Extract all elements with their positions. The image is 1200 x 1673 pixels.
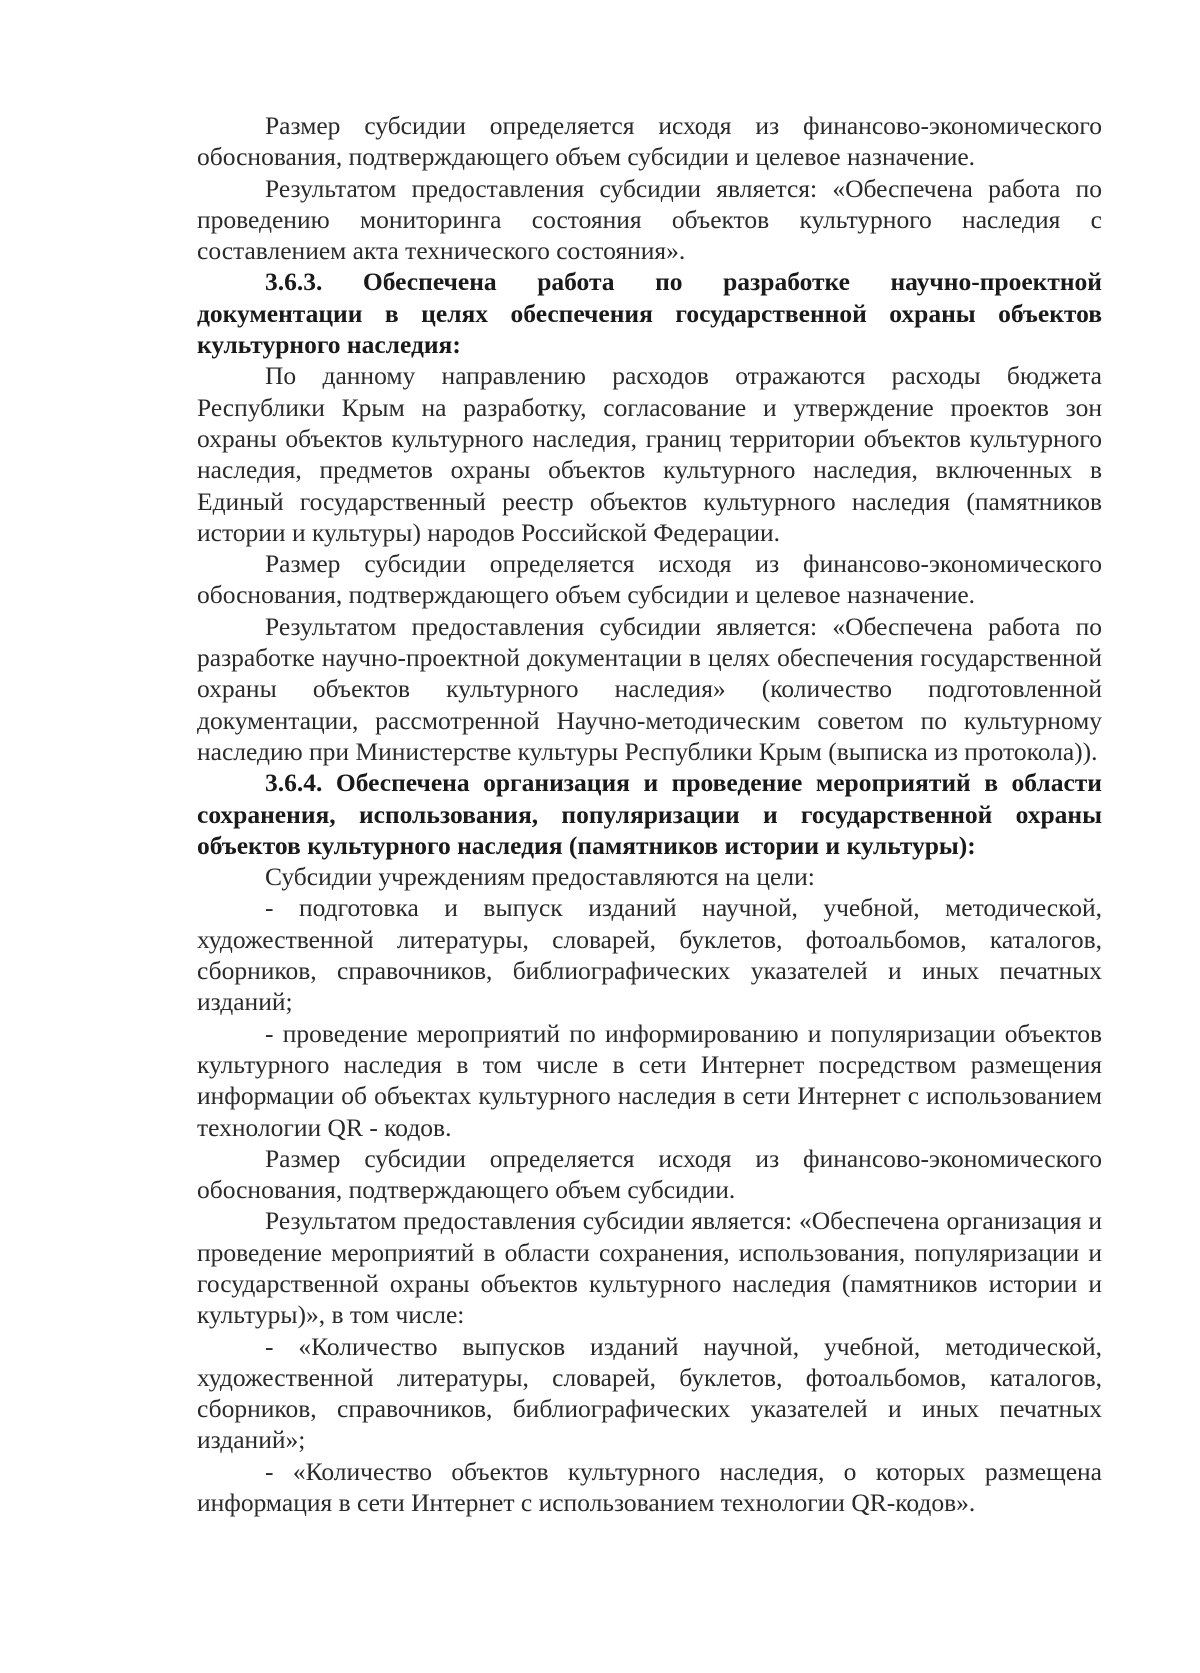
list-item: - проведение мероприятий по информированию и популяризации объектов культурного наследия в том числе в сети Интернет посредством размещения информации об объектах культурного наследия в сети Интернет с использованием технологии QR - кодов.	[197, 1018, 1102, 1142]
paragraph: Результатом предоставления субсидии является: «Обеспечена работа по разработке научно-проектной документации в целях обеспечения государственной охраны объектов культурного наследия» (количество подготовленной документации, рассмотренной Научно-методическим советом по культурному наследию при Министерстве культуры Республики Крым (выписка из протокола)).	[197, 611, 1102, 766]
paragraph: Субсидии учреждениям предоставляются на цели:	[265, 862, 815, 892]
section-heading-3-6-3: 3.6.3. Обеспечена работа по разработке научно-проектной документации в целях обеспечения государственной охраны объектов культурного наследия:	[197, 267, 1102, 360]
list-item: - подготовка и выпуск изданий научной, учебной, методической, художественной литературы, словарей, буклетов, фотоальбомов, каталогов, сборников, справочников, библиографических указателей и иных печатных изданий;	[197, 893, 1102, 1017]
paragraph: Результатом предоставления субсидии является: «Обеспечена организация и проведение мероприятий в области сохранения, использования, популяризации и государственной охраны объектов культурного наследия (памятников истории и культуры)», в том числе:	[197, 1206, 1102, 1330]
document-page	[197, 110, 1102, 1518]
paragraph: Размер субсидии определяется исходя из финансово-экономического обоснования, подтверждающего объем субсидии и целевое назначение.	[197, 111, 1102, 172]
list-item: - «Количество выпусков изданий научной, учебной, методической, художественной литературы, словарей, буклетов, фотоальбомов, каталогов, сборников, справочников, библиографических указателей и иных печатных изданий»;	[197, 1331, 1102, 1455]
list-item: - «Количество объектов культурного наследия, о которых размещена информация в сети Интернет с использованием технологии QR-кодов».	[197, 1456, 1102, 1518]
paragraph: Результатом предоставления субсидии является: «Обеспечена работа по проведению мониторинга состояния объектов культурного наследия с составлением акта технического состояния».	[197, 173, 1102, 266]
section-heading-3-6-4: 3.6.4. Обеспечена организация и проведение мероприятий в области сохранения, использования, популяризации и государственной охраны объектов культурного наследия (памятников истории и культуры):	[197, 768, 1102, 860]
paragraph: Размер субсидии определяется исходя из финансово-экономического обоснования, подтверждающего объем субсидии.	[197, 1143, 1102, 1205]
paragraph: По данному направлению расходов отражаются расходы бюджета Республики Крым на разработку, согласование и утверждение проектов зон охраны объектов культурного наследия, границ территории объектов культурного наследия, предметов охраны объектов культурного наследия, включенных в Единый государственный реестр объектов культурного наследия (памятников истории и культуры) народов Российской Федерации.	[197, 361, 1102, 547]
paragraph: Размер субсидии определяется исходя из финансово-экономического обоснования, подтверждающего объем субсидии и целевое назначение.	[197, 549, 1102, 610]
